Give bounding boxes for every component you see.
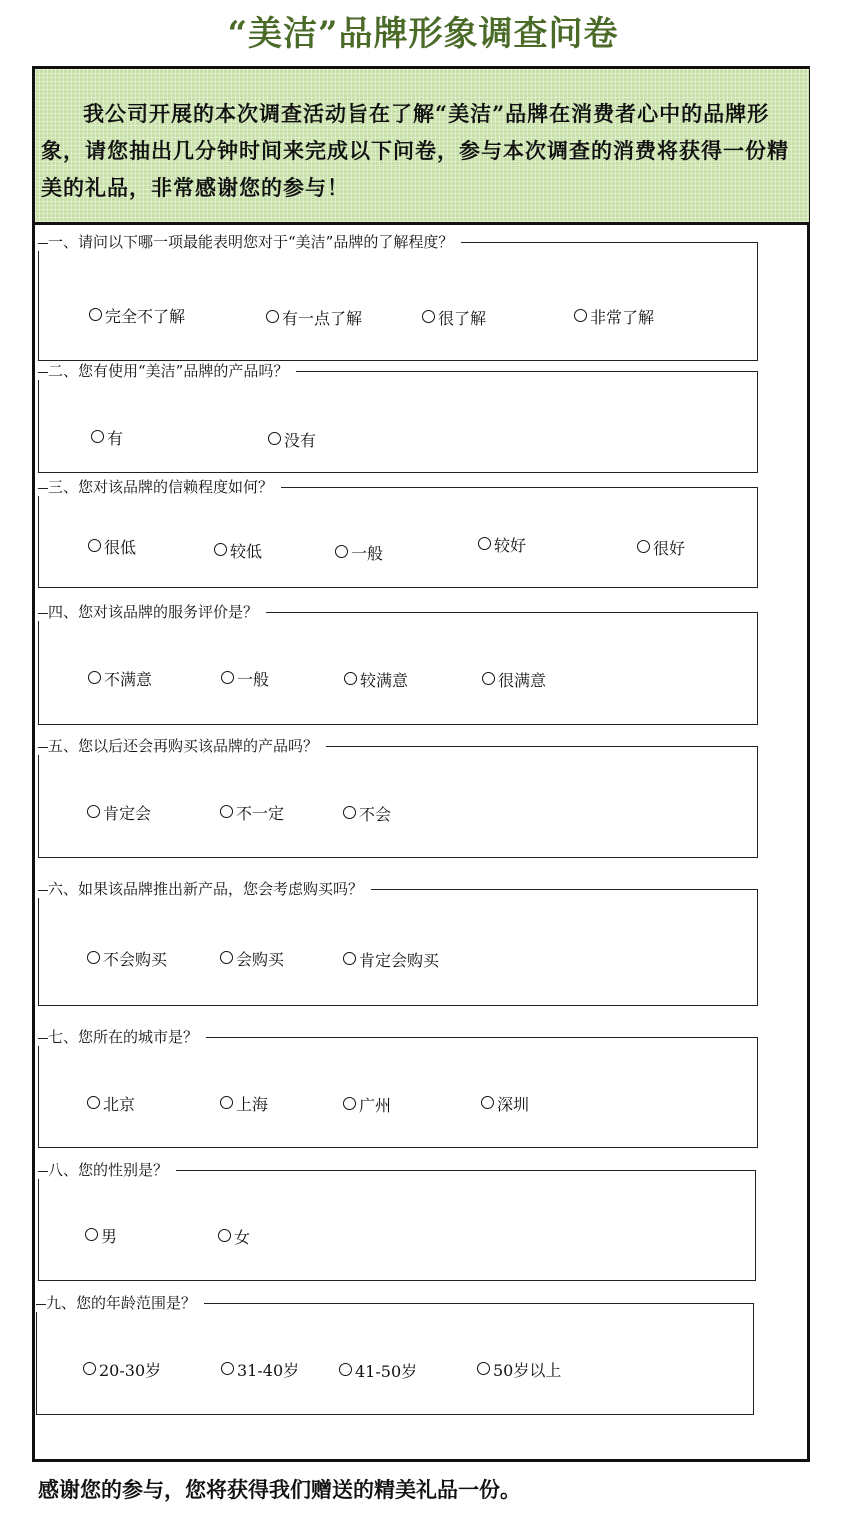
option-q1-1[interactable] [89,307,185,327]
option-label: 完全不了解 [105,307,186,326]
question-7-label: 七、您所在的城市是？ [38,1028,206,1046]
option-q2-1[interactable] [91,429,123,449]
radio-icon[interactable] [87,805,100,818]
radio-icon[interactable] [220,805,233,818]
radio-icon[interactable] [478,537,491,550]
radio-icon[interactable] [88,539,101,552]
question-9 [36,1294,754,1415]
option-label: 肯定会购买 [359,951,440,970]
radio-icon[interactable] [89,308,102,321]
radio-icon[interactable] [637,540,650,553]
option-q3-1[interactable] [88,538,136,558]
option-label: 深圳 [497,1095,530,1114]
option-label: 很好 [653,539,686,558]
radio-icon[interactable] [85,1228,98,1241]
option-label: 很满意 [498,671,547,690]
option-q1-3[interactable] [422,309,486,329]
option-label: 一般 [351,544,384,563]
option-label: 北京 [103,1095,136,1114]
option-label: 较好 [494,536,527,555]
option-q3-3[interactable] [335,544,383,564]
radio-icon[interactable] [482,672,495,685]
option-label: 女 [234,1228,251,1247]
question-3 [38,478,758,588]
option-q4-2[interactable] [221,670,269,690]
option-label: 较低 [230,542,263,561]
radio-icon[interactable] [221,671,234,684]
option-q3-4[interactable] [478,536,526,556]
option-label: 很了解 [438,309,487,328]
question-4-label: 四、您对该品牌的服务评价是？ [38,603,266,621]
radio-icon[interactable] [343,1097,356,1110]
radio-icon[interactable] [266,310,279,323]
option-label: 不一定 [236,804,285,823]
option-q9-3[interactable] [339,1362,417,1382]
radio-icon[interactable] [87,951,100,964]
radio-icon[interactable] [422,310,435,323]
radio-icon[interactable] [221,1362,234,1375]
option-q4-4[interactable] [482,671,546,691]
question-3-label: 三、您对该品牌的信赖程度如何？ [38,478,281,496]
option-q4-1[interactable] [88,670,152,690]
question-5-label: 五、您以后还会再购买该品牌的产品吗？ [38,737,326,755]
radio-icon[interactable] [88,671,101,684]
option-q9-4[interactable] [477,1361,561,1381]
page-title: “美洁”品牌形象调查问卷 [227,14,619,54]
option-label: 较满意 [360,671,409,690]
option-q6-3[interactable] [343,951,439,971]
radio-icon[interactable] [339,1363,352,1376]
radio-icon[interactable] [91,430,104,443]
option-label: 上海 [236,1095,269,1114]
option-q5-1[interactable] [87,804,151,824]
option-q7-1[interactable] [87,1095,135,1115]
radio-icon[interactable] [214,543,227,556]
radio-icon[interactable] [87,1096,100,1109]
radio-icon[interactable] [344,672,357,685]
option-q7-4[interactable] [481,1095,529,1115]
option-label: 会购买 [236,950,285,969]
option-q1-2[interactable] [266,309,362,329]
option-q6-2[interactable] [220,950,284,970]
option-label: 20-30岁 [99,1361,162,1380]
radio-icon[interactable] [343,952,356,965]
radio-icon[interactable] [220,951,233,964]
option-label: 没有 [284,431,317,450]
option-label: 50岁以上 [493,1361,562,1380]
question-1-label: 一、请问以下哪一项最能表明您对于“美洁”品牌的了解程度？ [38,233,461,251]
option-q8-1[interactable] [85,1227,117,1247]
footer-thanks: 感谢您的参与，您将获得我们赠送的精美礼品一份。 [38,1477,521,1502]
option-q9-1[interactable] [83,1361,161,1381]
option-label: 有 [107,429,124,448]
option-q2-2[interactable] [268,431,316,451]
question-6 [38,880,758,1006]
option-q3-2[interactable] [214,542,262,562]
question-7 [38,1028,758,1148]
question-1 [38,233,758,361]
option-label: 广州 [359,1096,392,1115]
question-5 [38,737,758,858]
option-q1-4[interactable] [574,308,654,328]
option-q6-1[interactable] [87,950,167,970]
option-q7-3[interactable] [343,1096,391,1116]
radio-icon[interactable] [218,1229,231,1242]
radio-icon[interactable] [220,1096,233,1109]
question-8 [38,1161,756,1281]
radio-icon[interactable] [268,432,281,445]
option-q3-5[interactable] [637,539,685,559]
option-label: 肯定会 [103,804,152,823]
option-label: 很低 [104,538,137,557]
option-q9-2[interactable] [221,1361,299,1381]
option-label: 41-50岁 [355,1362,418,1381]
option-label: 31-40岁 [237,1361,300,1380]
option-q8-2[interactable] [218,1228,250,1248]
option-q7-2[interactable] [220,1095,268,1115]
option-q4-3[interactable] [344,671,408,691]
radio-icon[interactable] [343,806,356,819]
option-q5-2[interactable] [220,804,284,824]
intro-text: 我公司开展的本次调查活动旨在了解“美洁”品牌在消费者心中的品牌形象，请您抽出几分钟时间来完成以下问卷，参与本次调查的消费将获得一份精美的礼品，非常感谢您的参与！ [35,69,809,225]
question-2 [38,362,758,473]
option-label: 男 [101,1227,118,1246]
question-2-label: 二、您有使用“美洁”品牌的产品吗？ [38,362,296,380]
question-6-label: 六、如果该品牌推出新产品，您会考虑购买吗？ [38,880,371,898]
option-q5-3[interactable] [343,805,391,825]
radio-icon[interactable] [574,309,587,322]
option-label: 不会 [359,805,392,824]
option-label: 非常了解 [590,308,655,327]
question-9-label: 九、您的年龄范围是？ [36,1294,204,1312]
option-label: 不满意 [104,670,153,689]
option-label: 有一点了解 [282,309,363,328]
radio-icon[interactable] [477,1362,490,1375]
question-4 [38,603,758,725]
radio-icon[interactable] [83,1362,96,1375]
option-label: 一般 [237,670,270,689]
radio-icon[interactable] [335,545,348,558]
option-label: 不会购买 [103,950,168,969]
question-8-label: 八、您的性别是？ [38,1161,176,1179]
radio-icon[interactable] [481,1096,494,1109]
